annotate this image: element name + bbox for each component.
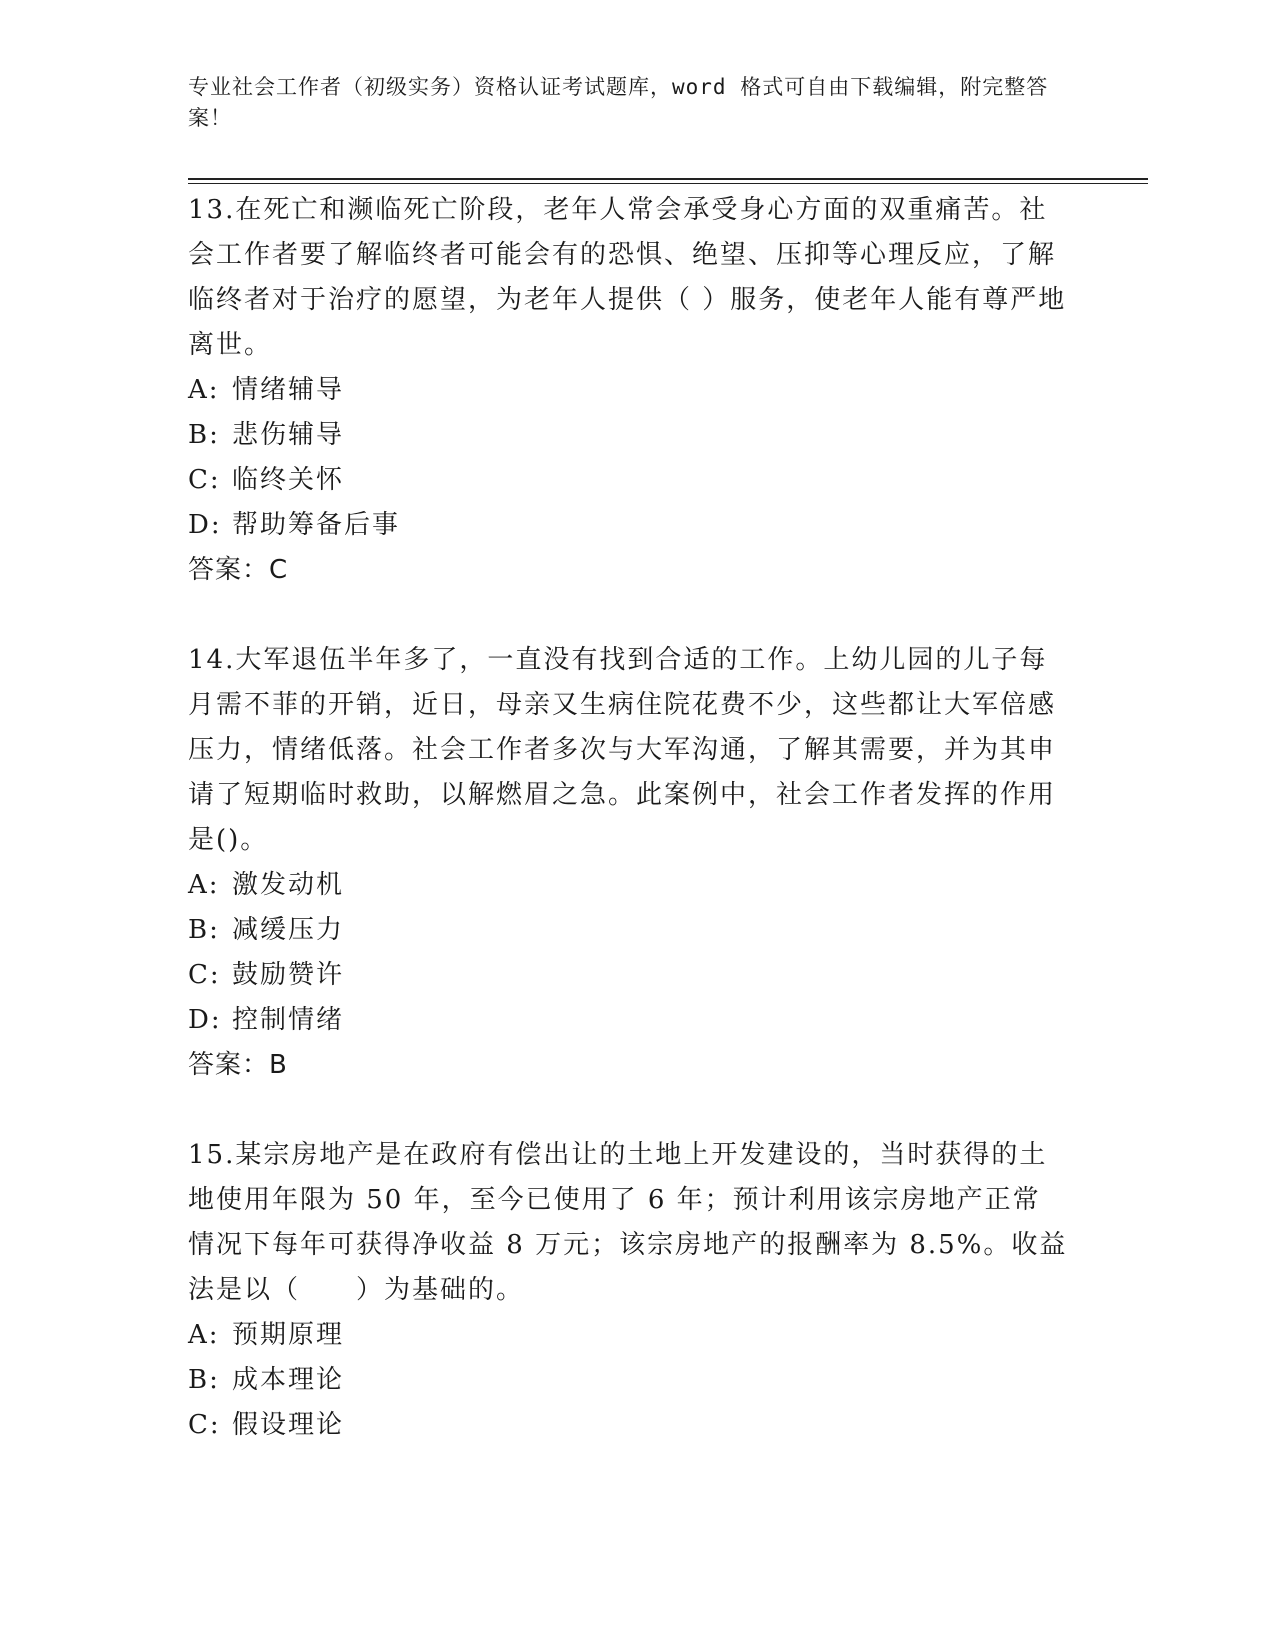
question-13 (188, 188, 1068, 593)
question-text: 14.大军退伍半年多了，一直没有找到合适的工作。上幼儿园的儿子每月需不菲的开销，近日，母亲又生病住院花费不少，这些都让大军倍感压力，情绪低落。社会工作者多次与大军沟通，了解其需要，并为其申请了短期临时救助，以解燃眉之急。此案例中，社会工作者发挥的作用是()。 (188, 645, 1057, 855)
option-letter: C: (188, 960, 221, 990)
question-text: 13.在死亡和濒临死亡阶段，老年人常会承受身心方面的双重痛苦。社会工作者要了解临终者可能会有的恐惧、绝望、压抑等心理反应，了解临终者对于治疗的愿望，为老年人提供（ ）服务，使老年人能有尊严地离世。 (188, 195, 1067, 360)
option-b (188, 413, 1068, 458)
option-d (188, 998, 1068, 1043)
option-text: 临终关怀 (232, 465, 345, 495)
option-letter: A: (188, 1320, 220, 1350)
option-text: 帮助筹备后事 (232, 510, 401, 540)
answer-line: 答案：B (188, 1050, 288, 1080)
option-text: 激发动机 (232, 870, 345, 900)
option-letter: D: (188, 510, 222, 540)
answer-line: 答案：C (188, 555, 289, 585)
option-text: 控制情绪 (232, 1005, 345, 1035)
option-text: 成本理论 (232, 1365, 345, 1395)
option-text: 减缓压力 (232, 915, 345, 945)
spacer (188, 593, 1068, 638)
option-a (188, 1313, 1068, 1358)
spacer (188, 1088, 1068, 1133)
option-letter: A: (188, 870, 220, 900)
option-text: 预期原理 (232, 1320, 345, 1350)
option-a (188, 863, 1068, 908)
option-letter: B: (188, 420, 220, 450)
question-14 (188, 638, 1068, 1088)
document-header: 专业社会工作者（初级实务）资格认证考试题库，word 格式可自由下载编辑，附完整答案！ (188, 75, 1049, 130)
option-letter: D: (188, 1005, 222, 1035)
option-text: 假设理论 (232, 1410, 345, 1440)
option-c (188, 458, 1068, 503)
question-list (188, 188, 1068, 1448)
option-text: 情绪辅导 (232, 375, 345, 405)
option-d (188, 503, 1068, 548)
question-text: 15.某宗房地产是在政府有偿出让的土地上开发建设的，当时获得的土地使用年限为 50 年，至今已使用了 6 年；预计利用该宗房地产正常情况下每年可获得净收益 8 万元；该宗房地产的报酬率为 8.5%。收益法是以（ ）为基础的。 (188, 1140, 1068, 1305)
option-b (188, 1358, 1068, 1403)
question-15 (188, 1133, 1068, 1448)
option-letter: A: (188, 375, 220, 405)
option-c (188, 1403, 1068, 1448)
option-letter: C: (188, 1410, 221, 1440)
option-letter: C: (188, 465, 221, 495)
header-rule-thin (188, 183, 1148, 184)
option-a (188, 368, 1068, 413)
header-rule-thick (188, 178, 1148, 180)
option-letter: B: (188, 1365, 220, 1395)
option-text: 鼓励赞许 (232, 960, 345, 990)
option-letter: B: (188, 915, 220, 945)
option-c (188, 953, 1068, 998)
option-b (188, 908, 1068, 953)
option-text: 悲伤辅导 (232, 420, 345, 450)
